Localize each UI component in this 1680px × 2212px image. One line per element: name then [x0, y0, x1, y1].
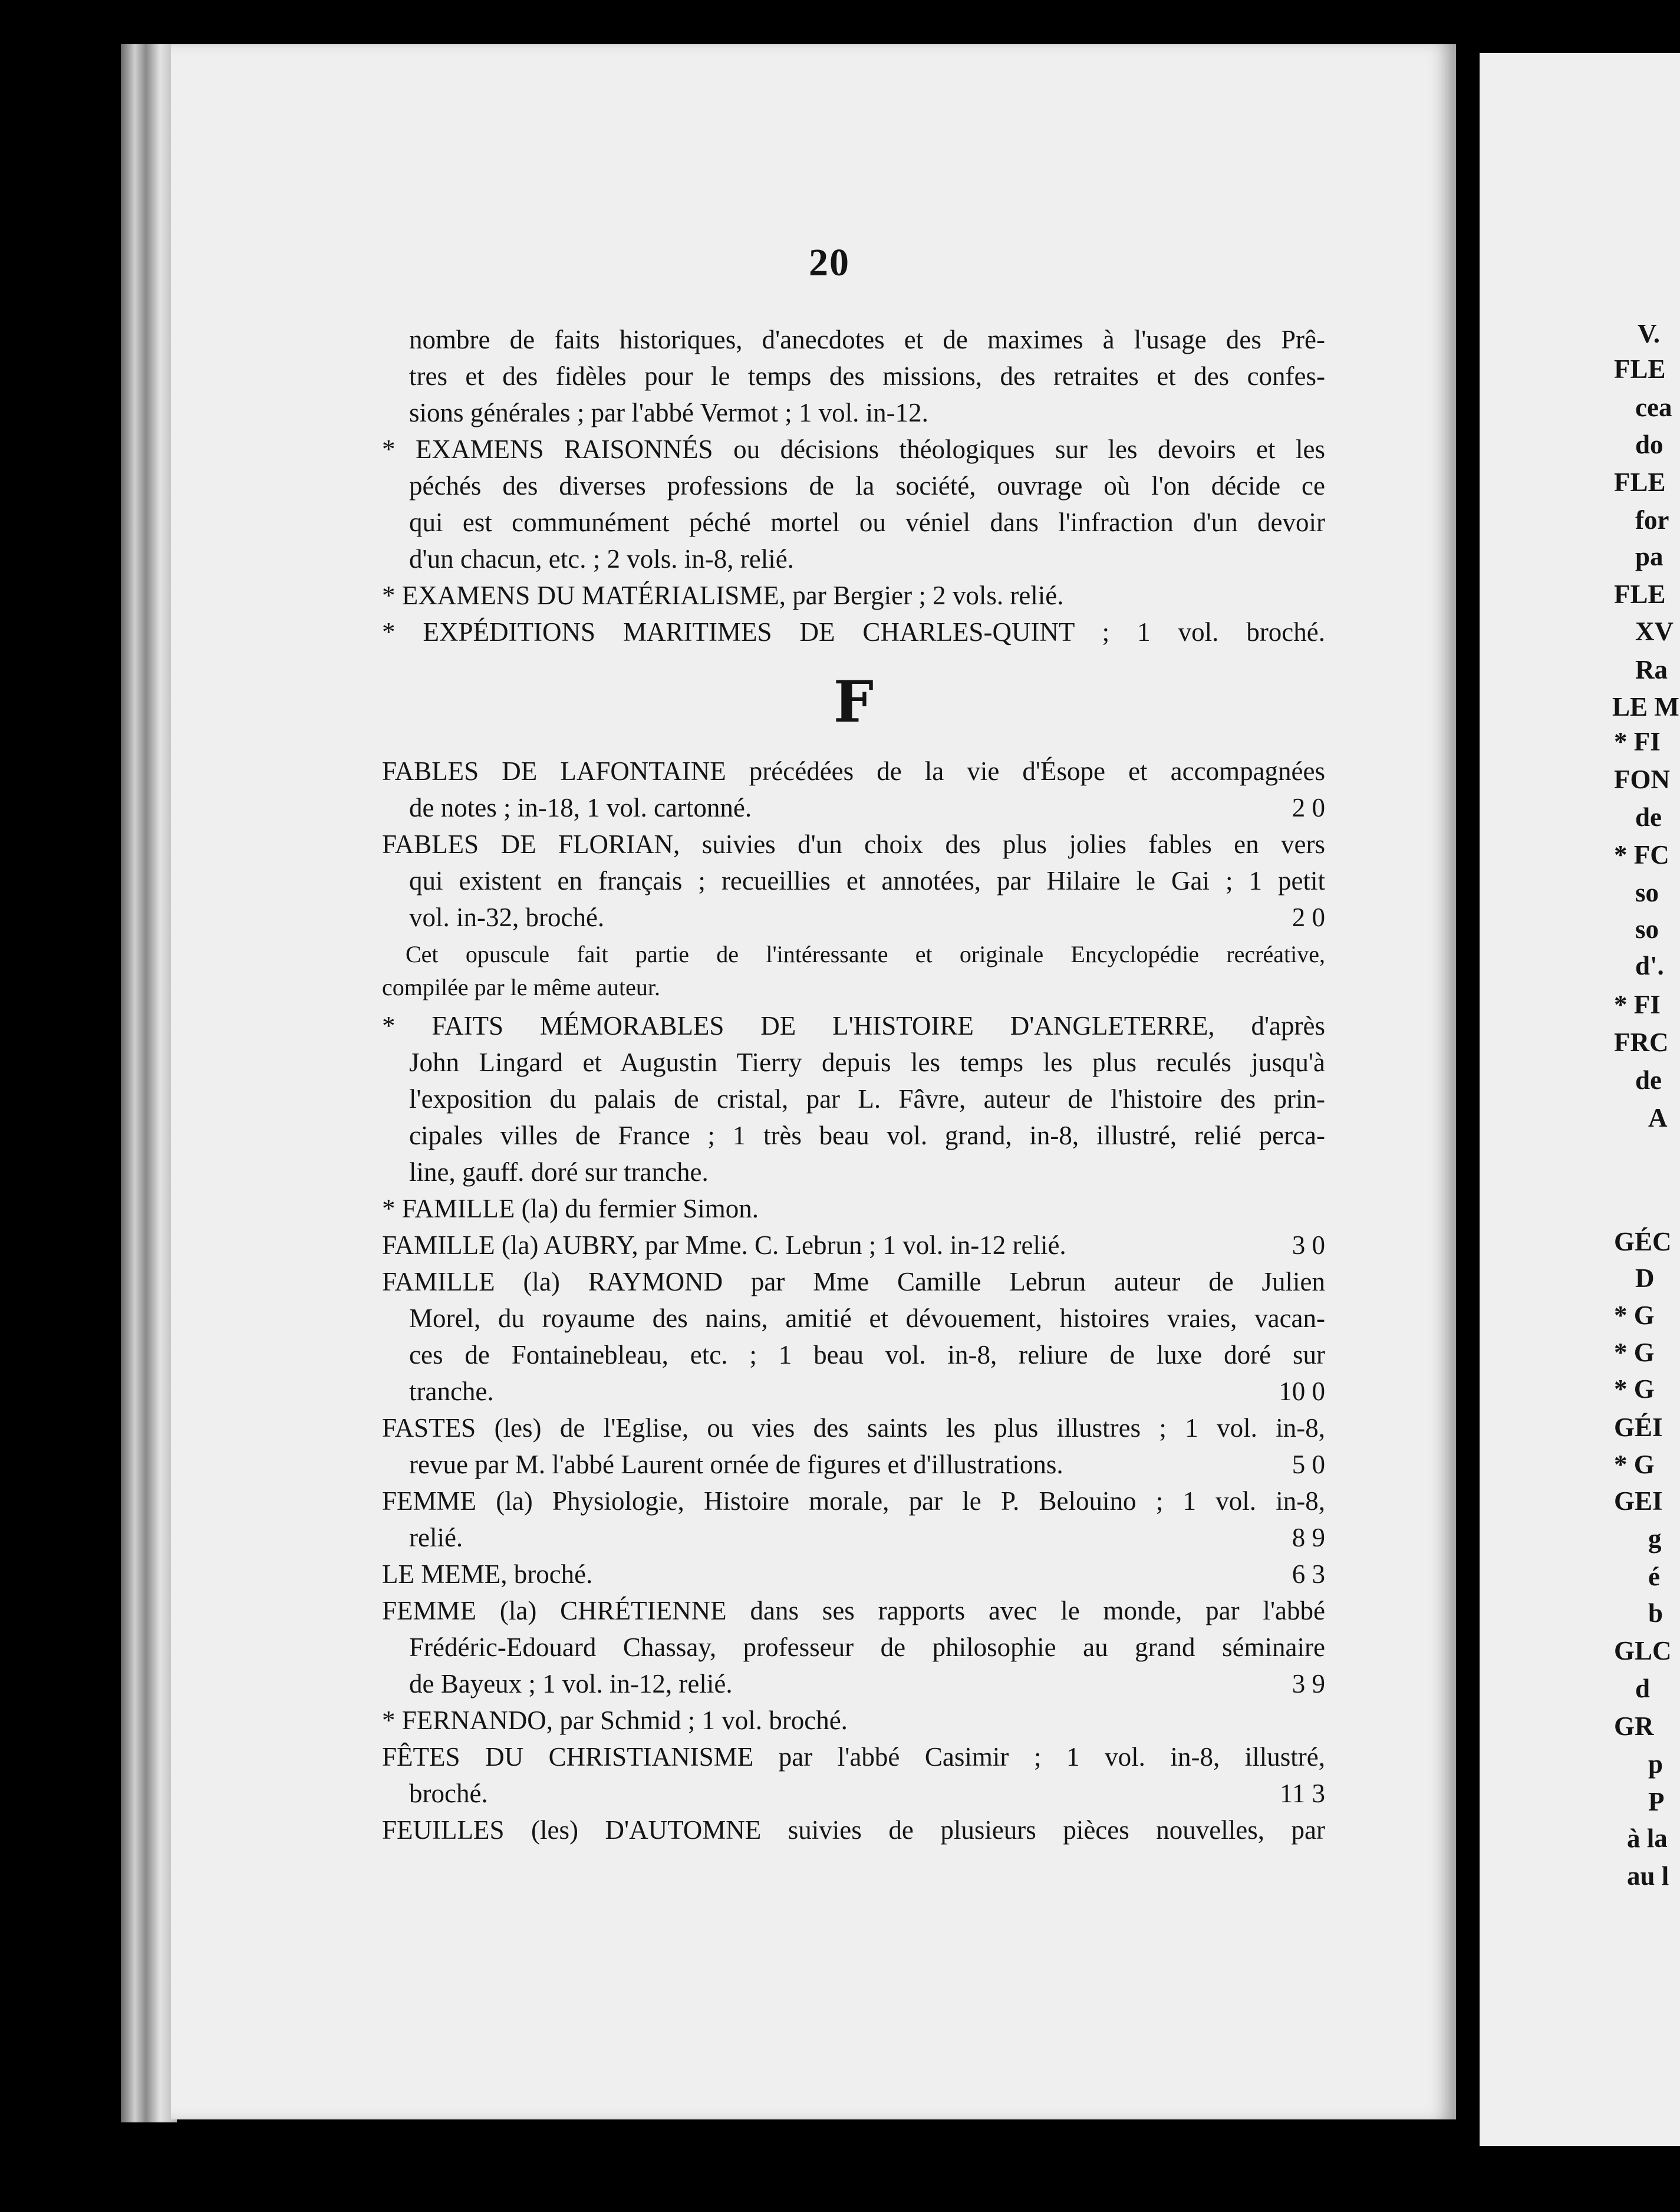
text-line: FAMILLE (la) RAYMOND par Mme Camille Lebrun auteur de Julien: [382, 1267, 1325, 1296]
text-line: * FERNANDO, par Schmid ; 1 vol. broché.: [382, 1706, 848, 1735]
entry-femme-physiologie: [382, 1483, 1325, 1556]
right-page-fragment-line: GLC: [1614, 1636, 1672, 1665]
entry-examens-raisonnes: [382, 431, 1325, 577]
right-page-fragment-line: * FC: [1614, 840, 1669, 870]
right-page-fragment-line: * FI: [1614, 727, 1661, 756]
right-page-fragment-line: GR: [1614, 1711, 1654, 1741]
text-line: qui existent en français ; recueillies et annotées, par Hilaire le Gai ; 1 petit: [409, 866, 1325, 896]
text-line: cipales villes de France ; 1 très beau vol. grand, in-8, illustré, relié perca-: [409, 1121, 1325, 1150]
entry-famille-aubry: [382, 1227, 1325, 1263]
text-line: FABLES DE LAFONTAINE précédées de la vie d'Ésope et accompagnées: [382, 756, 1325, 786]
right-page-fragment-line: * G: [1614, 1338, 1655, 1367]
price-line: [382, 789, 1325, 826]
price: 2 0: [1292, 903, 1325, 932]
entry-faits-memorables: [382, 1008, 1325, 1190]
right-page-fragment-line: for: [1635, 505, 1669, 535]
book-gutter: [1456, 0, 1480, 2212]
entry-fables-florian: [382, 826, 1325, 936]
text-line: relié.: [409, 1523, 463, 1552]
price: 6 3: [1292, 1559, 1325, 1589]
right-page-fragment-line: é: [1648, 1562, 1660, 1591]
entry-feuilles: [382, 1812, 1325, 1848]
price-line: [382, 1373, 1325, 1410]
price-line: [382, 1227, 1325, 1263]
right-page-fragment-line: * G: [1614, 1301, 1655, 1330]
text-line: sions générales ; par l'abbé Vermot ; 1 vol. in-12.: [409, 398, 928, 427]
text-line: vol. in-32, broché.: [409, 903, 605, 932]
price: 3 9: [1292, 1669, 1325, 1698]
text-line: FASTES (les) de l'Eglise, ou vies des saints les plus illustres ; 1 vol. in-8,: [382, 1413, 1325, 1443]
entry-femme-chretienne: [382, 1592, 1325, 1702]
right-page-fragment-line: GÉI: [1614, 1413, 1663, 1442]
price: 3 0: [1292, 1230, 1325, 1260]
text-line: nombre de faits historiques, d'anecdotes et de maximes à l'usage des Prê-: [409, 325, 1325, 354]
text-line: revue par M. l'abbé Laurent ornée de figures et d'illustrations.: [409, 1450, 1063, 1479]
right-page-fragment-line: FLE: [1614, 468, 1666, 497]
text-line: de Bayeux ; 1 vol. in-12, relié.: [409, 1669, 733, 1698]
page-number: 20: [809, 241, 850, 284]
note: [382, 938, 1325, 1004]
text-line: FABLES DE FLORIAN, suivies d'un choix des plus jolies fables en vers: [382, 830, 1325, 859]
entry-examens-materialisme: [382, 577, 1325, 614]
catalog-text: [382, 321, 1325, 1848]
text-line: d'un chacun, etc. ; 2 vols. in-8, relié.: [409, 544, 794, 574]
price: 11 3: [1279, 1779, 1325, 1808]
right-page-fragment-line: do: [1635, 430, 1663, 459]
price-line: [382, 1665, 1325, 1702]
text-line: péchés des diverses professions de la société, ouvrage où l'on décide ce: [409, 471, 1325, 501]
right-page-fragment-line: * G: [1614, 1374, 1655, 1404]
price-line: [382, 1519, 1325, 1556]
right-page-fragment-line: de: [1635, 1065, 1662, 1095]
right-page-fragment-line: de: [1635, 802, 1662, 832]
text-line: broché.: [409, 1779, 488, 1808]
text-line: l'exposition du palais de cristal, par L. Fâvre, auteur de l'histoire des prin-: [409, 1084, 1325, 1114]
entry-continuation: [382, 321, 1325, 431]
right-page-fragment-line: so: [1635, 914, 1659, 944]
right-page-fragment-line: p: [1648, 1749, 1663, 1779]
price-line: [382, 1775, 1325, 1812]
text-line: Frédéric-Edouard Chassay, professeur de philosophie au grand séminaire: [409, 1632, 1325, 1662]
right-page-fragment-line: GEI: [1614, 1486, 1663, 1516]
right-page-fragment-line: à la: [1627, 1823, 1668, 1853]
price: 10 0: [1279, 1377, 1325, 1406]
section-letter: F: [833, 669, 874, 735]
right-page-fragment-line: au l: [1627, 1861, 1669, 1891]
text-line: * FAITS MÉMORABLES DE L'HISTOIRE D'ANGLETERRE, d'après: [382, 1011, 1325, 1041]
page-right-fragment: [1480, 53, 1680, 2146]
text-line: FEMME (la) Physiologie, Histoire morale, par le P. Belouino ; 1 vol. in-8,: [382, 1486, 1325, 1516]
text-line: * EXPÉDITIONS MARITIMES DE CHARLES-QUINT ; 1 vol. broché.: [382, 617, 1325, 647]
price-line: [382, 899, 1325, 936]
entry-fernando: [382, 1702, 1325, 1739]
right-page-fragment-line: b: [1648, 1598, 1663, 1628]
text-line: compilée par le même auteur.: [382, 974, 661, 1000]
text-line: qui est communément péché mortel ou véniel dans l'infraction d'un devoir: [409, 508, 1325, 537]
right-page-fragment-line: GÉC: [1614, 1227, 1672, 1256]
price: 2 0: [1292, 793, 1325, 822]
right-page-fragment-line: XV: [1635, 617, 1674, 646]
right-page-fragment-line: * G: [1614, 1450, 1655, 1479]
text-line: FAMILLE (la) AUBRY, par Mme. C. Lebrun ; 1 vol. in-12 relié.: [382, 1230, 1066, 1260]
text-line: Morel, du royaume des nains, amitié et dévouement, histoires vraies, vacan-: [409, 1304, 1325, 1333]
price-line: [382, 1446, 1325, 1483]
entry-le-meme: [382, 1556, 1325, 1592]
text-line: line, gauff. doré sur tranche.: [409, 1157, 709, 1187]
price: 8 9: [1292, 1523, 1325, 1552]
right-page-fragment-line: so: [1635, 878, 1659, 907]
text-line: FÊTES DU CHRISTIANISME par l'abbé Casimir ; 1 vol. in-8, illustré,: [382, 1742, 1325, 1772]
entry-fables-lafontaine: [382, 753, 1325, 826]
entry-famille-raymond: [382, 1263, 1325, 1410]
right-page-fragment-line: pa: [1635, 542, 1663, 571]
text-line: LE MEME, broché.: [382, 1559, 593, 1589]
text-line: FEMME (la) CHRÉTIENNE dans ses rapports avec le monde, par l'abbé: [382, 1596, 1325, 1625]
right-page-fragment-line: * FI: [1614, 990, 1661, 1019]
text-line: Cet opuscule fait partie de l'intéressante et originale Encyclopédie recréative,: [406, 941, 1325, 967]
right-page-fragment-line: FLE: [1614, 580, 1666, 609]
right-page-fragment-line: Ra: [1635, 655, 1668, 684]
entry-expeditions: [382, 614, 1325, 650]
right-page-fragment-line: FLE: [1614, 354, 1666, 384]
right-page-fragment-line: P: [1648, 1787, 1665, 1816]
right-page-fragment-line: LE M: [1612, 692, 1679, 722]
book-edge: [121, 44, 177, 2122]
price-line: [382, 1556, 1325, 1592]
right-page-fragment-line: V.: [1638, 319, 1660, 348]
text-line: ces de Fontainebleau, etc. ; 1 beau vol. in-8, reliure de luxe doré sur: [409, 1340, 1325, 1370]
text-line: FEUILLES (les) D'AUTOMNE suivies de plusieurs pièces nouvelles, par: [382, 1815, 1325, 1845]
text-line: John Lingard et Augustin Tierry depuis les temps les plus reculés jusqu'à: [409, 1048, 1325, 1077]
right-page-fragment-line: cea: [1635, 393, 1672, 422]
right-page-fragment-line: FON: [1614, 765, 1670, 794]
right-page-fragment-line: d: [1635, 1674, 1651, 1703]
text-line: tranche.: [409, 1377, 494, 1406]
right-page-fragment-line: D: [1635, 1263, 1655, 1293]
right-page-fragment-line: A: [1648, 1103, 1668, 1133]
right-page-fragment-line: g: [1648, 1524, 1662, 1553]
right-page-fragment-line: d'.: [1635, 951, 1664, 980]
entry-fetes: [382, 1739, 1325, 1812]
text-line: * FAMILLE (la) du fermier Simon.: [382, 1194, 759, 1223]
entry-famille-simon: [382, 1190, 1325, 1227]
price: 5 0: [1292, 1450, 1325, 1479]
right-page-fragment-line: FRC: [1614, 1028, 1669, 1057]
text-line: tres et des fidèles pour le temps des missions, des retraites et des confes-: [409, 361, 1325, 391]
text-line: de notes ; in-18, 1 vol. cartonné.: [409, 793, 752, 822]
entry-fastes: [382, 1410, 1325, 1483]
text-line: * EXAMENS DU MATÉRIALISME, par Bergier ; 2 vols. relié.: [382, 581, 1064, 610]
text-line: * EXAMENS RAISONNÉS ou décisions théologiques sur les devoirs et les: [382, 434, 1325, 464]
